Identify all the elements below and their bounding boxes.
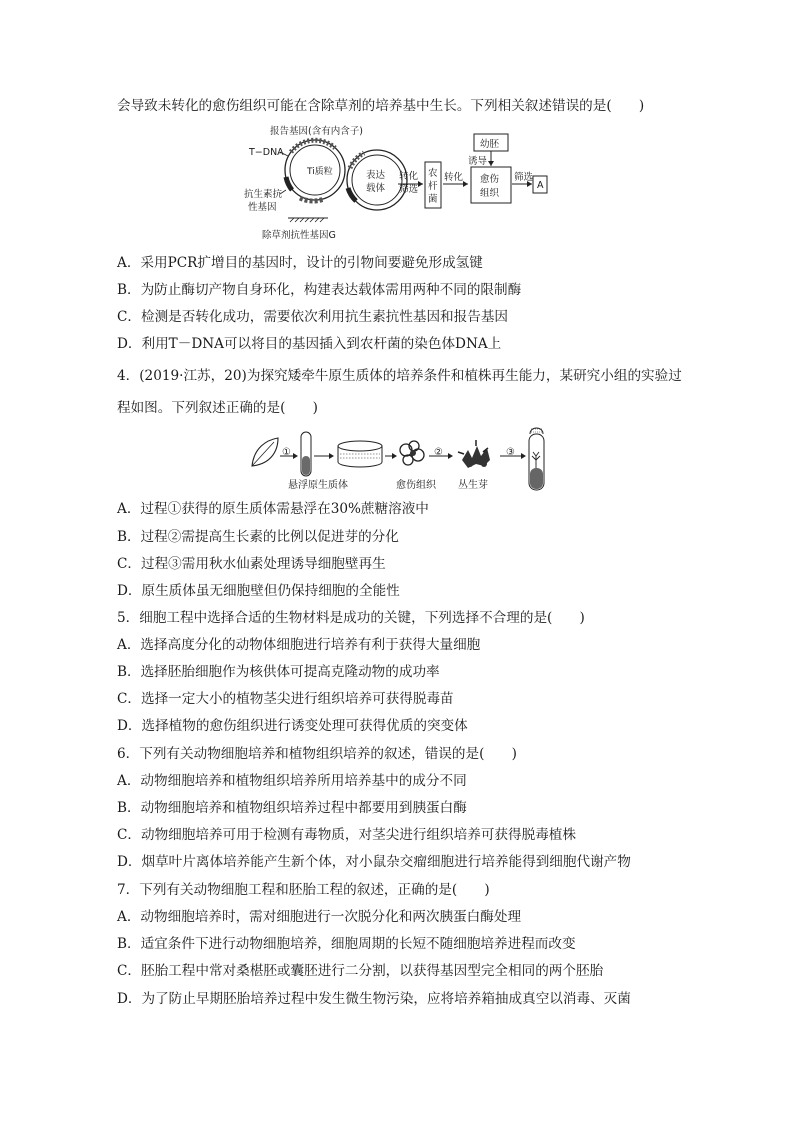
question-5-stem: 5．细胞工程中选择合适的生物材料是成功的关键，下列选择不合理的是( ) xyxy=(117,610,585,626)
step-1-label: ① xyxy=(282,447,291,458)
buds-caption: 丛生芽 xyxy=(458,480,488,491)
question-4-stem-line-2: 程如图。下列叙述正确的是( ) xyxy=(117,400,318,416)
q3-option-d: D．利用T－DNA可以将目的基因插入到农杆菌的染色体DNA上 xyxy=(117,336,502,352)
q7-option-a: A．动物细胞培养时，需对细胞进行一次脱分化和两次胰蛋白酶处理 xyxy=(117,909,522,925)
q4-option-b: B．过程②需提高生长素的比例以促进芽的分化 xyxy=(117,529,399,545)
expression-vector xyxy=(347,150,407,210)
clustered-buds-icon xyxy=(458,440,490,468)
expression-vector-label-2: 载体 xyxy=(366,183,386,194)
herbicide-gene-segment xyxy=(288,218,328,222)
question-6-stem: 6．下列有关动物细胞培养和植物组织培养的叙述，错误的是( ) xyxy=(117,746,517,762)
callus-icon xyxy=(400,441,424,465)
suspension-label: 悬浮原生质体 xyxy=(288,480,348,491)
q3-option-a: A．采用PCR扩增目的基因时，设计的引物间要避免形成氢键 xyxy=(117,255,483,271)
petri-dish-icon xyxy=(338,441,382,467)
tdna-label: T−DNA xyxy=(249,147,284,158)
q3-option-b: B．为防止酶切产物自身环化，构建表达载体需用两种不同的限制酶 xyxy=(117,282,522,298)
q4-option-a: A．过程①获得的原生质体需悬浮在30%蔗糖溶液中 xyxy=(117,501,429,517)
q7-option-d: D．为了防止早期胚胎培养过程中发生微生物污染，应将培养箱抽成真空以消毒、灭菌 xyxy=(117,991,631,1007)
q7-option-b: B．适宜条件下进行动物细胞培养，细胞周期的长短不随细胞培养进程而改变 xyxy=(117,936,576,952)
q5-option-a: A．选择高度分化的动物体细胞进行培养有利于获得大量细胞 xyxy=(117,637,481,653)
q5-option-c: C．选择一定大小的植物茎尖进行组织培养可获得脱毒苗 xyxy=(117,691,454,707)
herbicide-gene-label: 除草剂抗性基因G xyxy=(262,230,336,241)
leaf-icon xyxy=(252,438,278,466)
q6-option-c: C．动物细胞培养可用于检测有毒物质，对茎尖进行组织培养可获得脱毒植株 xyxy=(117,827,576,843)
screen-label: 筛选 xyxy=(514,172,534,183)
antibiotic-gene-label-2: 性基因 xyxy=(248,202,277,213)
q3-option-c: C．检测是否转化成功，需要依次利用抗生素抗性基因和报告基因 xyxy=(117,309,509,325)
step-2-label: ② xyxy=(434,447,443,458)
q6-option-b: B．动物细胞培养和植物组织培养过程中都要用到胰蛋白酶 xyxy=(117,800,467,816)
callus-label-2: 组织 xyxy=(480,188,500,199)
agro-label-3: 菌 xyxy=(428,194,438,205)
figure-transformation-diagram xyxy=(240,122,560,244)
q5-option-d: D．选择植物的愈伤组织进行诱变处理可获得优质的突变体 xyxy=(117,718,468,734)
expression-vector-label-1: 表达 xyxy=(366,170,386,181)
question-4-stem-line-1: 4．(2019·江苏，20)为探究矮牵牛原生质体的培养条件和植株再生能力，某研究小组的实验过 xyxy=(117,368,682,384)
callus-label-1: 愈伤 xyxy=(480,174,500,185)
test-tube-icon xyxy=(301,432,311,476)
agro-label-1: 农 xyxy=(428,168,438,179)
question-3-intro: 会导致未转化的愈伤组织可能在含除草剂的培养基中生长。下列相关叙述错误的是( ) xyxy=(117,98,645,114)
question-7-stem: 7．下列有关动物细胞工程和胚胎工程的叙述，正确的是( ) xyxy=(117,882,490,898)
callus-caption: 愈伤组织 xyxy=(396,480,436,491)
q5-option-b: B．选择胚胎细胞作为核供体可提高克隆动物的成功率 xyxy=(117,664,440,680)
report-gene-label: 报告基因(含有内含子) xyxy=(270,126,363,137)
result-a-label: A xyxy=(537,180,544,191)
ti-plasmid-label: Ti质粒 xyxy=(307,167,333,177)
step-3-label: ③ xyxy=(506,447,515,458)
figure-protoplast-culture xyxy=(248,426,552,492)
agro-label-2: 杆 xyxy=(428,181,438,192)
q6-option-a: A．动物细胞培养和植物组织培养所用培养基中的成分不同 xyxy=(117,773,467,789)
q6-option-d: D．烟草叶片离体培养能产生新个体，对小鼠杂交瘤细胞进行培养能得到细胞代谢产物 xyxy=(117,854,631,870)
transform-screen-label-2: 筛选 xyxy=(399,184,419,195)
induce-label: 诱导 xyxy=(468,156,488,167)
transform-screen-label-1: 转化 xyxy=(399,171,419,182)
q4-option-c: C．过程③需用秋水仙素处理诱导细胞壁再生 xyxy=(117,556,386,572)
culture-tube-icon xyxy=(529,428,544,490)
transform-label: 转化 xyxy=(444,172,464,183)
q4-option-d: D．原生质体虽无细胞壁但仍保持细胞的全能性 xyxy=(117,583,400,599)
q7-option-c: C．胚胎工程中常对桑椹胚或囊胚进行二分割，以获得基因型完全相同的两个胚胎 xyxy=(117,963,604,979)
ti-plasmid xyxy=(285,140,345,201)
antibiotic-gene-label-1: 抗生素抗 xyxy=(244,189,283,200)
embryo-label: 幼胚 xyxy=(480,139,500,150)
